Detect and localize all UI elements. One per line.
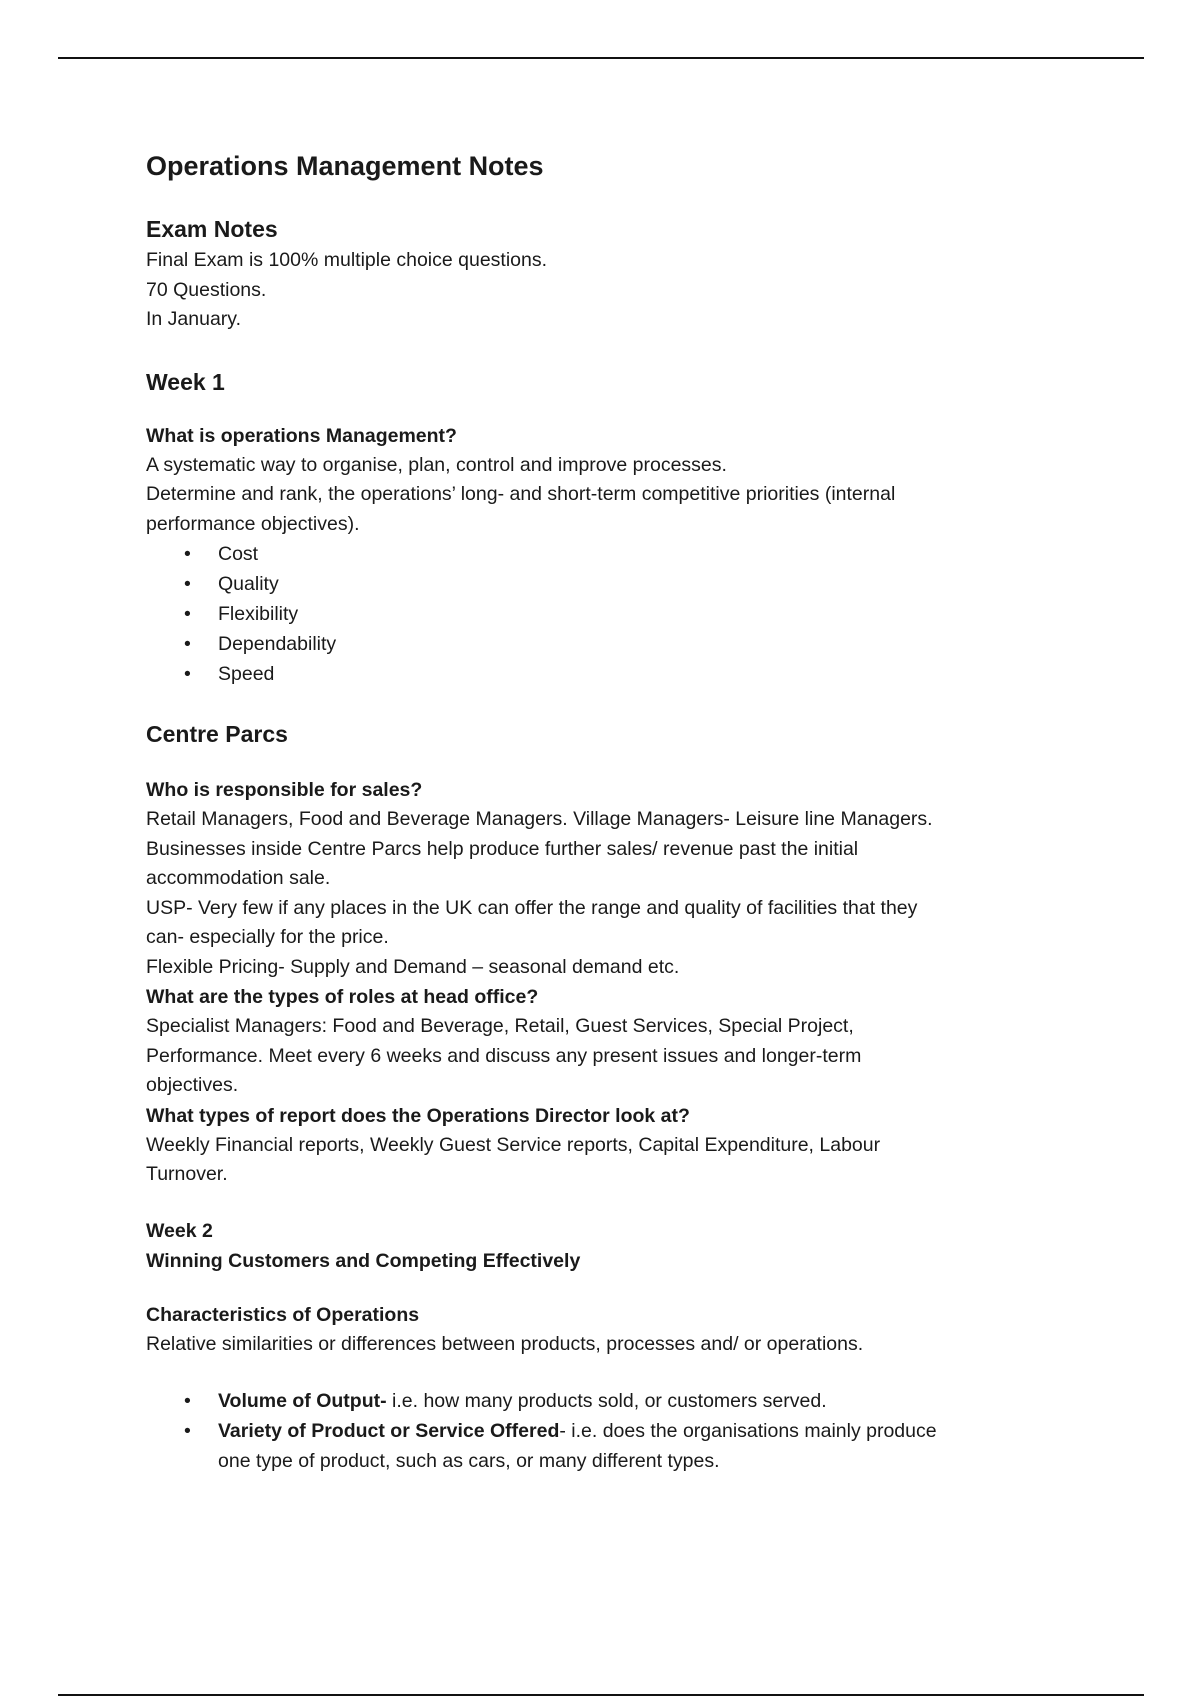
week1-question: What is operations Management?	[146, 424, 457, 447]
exam-line-3: In January.	[146, 308, 242, 330]
week1-para1: A systematic way to organise, plan, control and improve processes.	[146, 453, 727, 476]
centre-parcs-a2-line: objectives.	[146, 1074, 239, 1096]
centre-parcs-a1-line: Retail Managers, Food and Beverage Managers. Village Managers- Leisure line Managers.	[146, 808, 933, 830]
week1-bullet-list	[146, 539, 1046, 689]
week2-subheading: Winning Customers and Competing Effectively	[146, 1249, 581, 1272]
bottom-rule	[58, 1694, 1144, 1696]
centre-parcs-a3-line: Weekly Financial reports, Weekly Guest Service reports, Capital Expenditure, Labour	[146, 1133, 881, 1156]
page-title: Operations Management Notes	[146, 151, 544, 181]
list-item: • Flexibility	[184, 603, 299, 625]
list-item: • Speed	[184, 663, 275, 685]
list-item: • Cost	[184, 543, 259, 565]
centre-parcs-q3: What types of report does the Operations Director look at?	[146, 1104, 690, 1127]
exam-line-1: Final Exam is 100% multiple choice questions.	[146, 249, 548, 271]
list-item: • Quality	[184, 573, 279, 595]
week2-heading: Week 2	[146, 1219, 213, 1242]
centre-parcs-a3-line: Turnover.	[146, 1163, 228, 1185]
centre-parcs-a1-line: USP- Very few if any places in the UK can offer the range and quality of facilities that they	[146, 896, 918, 919]
list-item: • Variety of Product or Service Offered- i.e. does the organisations mainly produce one type of product, such as cars, or many different types.	[184, 1420, 937, 1472]
week2-para: Relative similarities or differences between products, processes and/ or operations.	[146, 1332, 864, 1355]
centre-parcs-a1-line: accommodation sale.	[146, 867, 331, 889]
document-body	[146, 146, 1046, 1476]
week1-para2b: performance objectives).	[146, 512, 360, 535]
centre-parcs-a1-line: can- especially for the price.	[146, 926, 389, 948]
week2-bullet-list	[146, 1386, 1046, 1476]
centre-parcs-q1: Who is responsible for sales?	[146, 779, 423, 801]
week1-heading: Week 1	[146, 368, 225, 395]
exam-notes-heading: Exam Notes	[146, 216, 278, 242]
centre-parcs-a2-line: Specialist Managers: Food and Beverage, Retail, Guest Services, Special Project,	[146, 1015, 854, 1037]
top-rule	[58, 57, 1144, 59]
centre-parcs-a2-line: Performance. Meet every 6 weeks and discuss any present issues and longer-term	[146, 1044, 862, 1067]
list-item: • Dependability	[184, 633, 337, 655]
centre-parcs-q2: What are the types of roles at head office?	[146, 986, 539, 1008]
exam-line-2: 70 Questions.	[146, 278, 267, 301]
week2-section-heading: Characteristics of Operations	[146, 1303, 420, 1326]
week1-para2a: Determine and rank, the operations’ long- and short-term competitive priorities (internal	[146, 483, 896, 505]
centre-parcs-a1-line: Businesses inside Centre Parcs help produce further sales/ revenue past the initial	[146, 837, 859, 860]
centre-parcs-a1-line: Flexible Pricing- Supply and Demand – seasonal demand etc.	[146, 955, 680, 978]
list-item: • Volume of Output- i.e. how many products sold, or customers served.	[184, 1390, 827, 1412]
centre-parcs-heading: Centre Parcs	[146, 721, 288, 747]
